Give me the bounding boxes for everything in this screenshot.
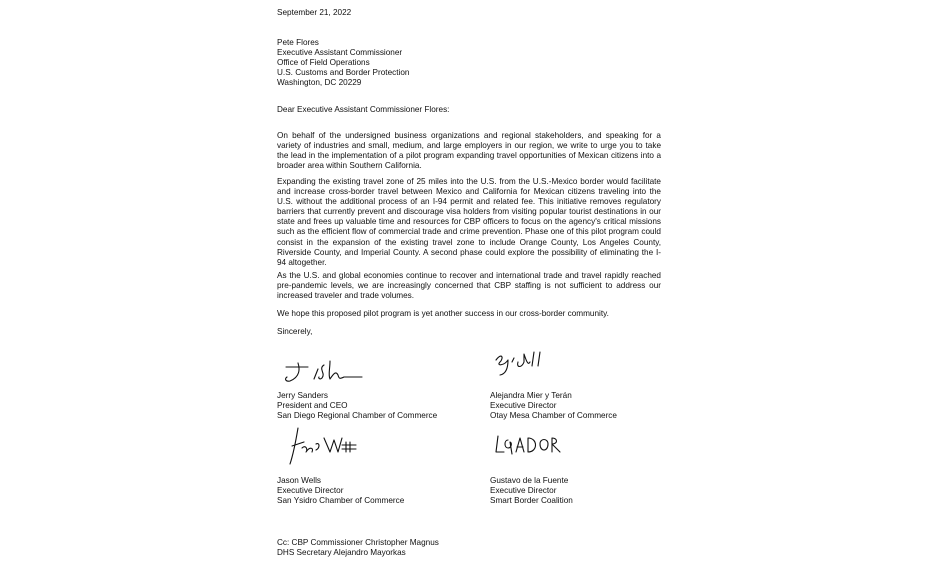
salutation: Dear Executive Assistant Commissioner Flores: bbox=[277, 105, 450, 114]
closing: Sincerely, bbox=[277, 327, 313, 336]
signature-image bbox=[490, 348, 560, 378]
signatory-block bbox=[277, 391, 437, 421]
signature-image bbox=[278, 357, 368, 387]
signature-image bbox=[284, 426, 364, 470]
signature-image bbox=[490, 430, 570, 460]
recipient-agency: U.S. Customs and Border Protection bbox=[277, 68, 410, 77]
recipient-name: Pete Flores bbox=[277, 38, 319, 47]
signatory-block bbox=[490, 391, 617, 421]
body-paragraph: We hope this proposed pilot program is yet another success in our cross-border community. bbox=[277, 309, 609, 318]
cc-line: Cc: CBP Commissioner Christopher Magnus bbox=[277, 538, 439, 547]
signatory-block bbox=[490, 476, 573, 506]
signatory-name: Alejandra Mier y Terán bbox=[490, 391, 572, 400]
signatory-title: Executive Director bbox=[277, 486, 344, 496]
body-paragraph: Expanding the existing travel zone of 25 miles into the U.S. from the U.S.-Mexico border would facilitate and increase cross-border travel between Mexico and California for Mexican citizens traveling into the U.S. without the additional process of an I-94 permit and related fee. This initiative removes regulatory barriers that currently prevent and discourage visa holders from visiting popular tourist destinations in our state and frees up valuable time and resources for CBP officers to focus on the agency's critical missions such as the efficient flow of commercial trade and crime prevention. Phase one of this pilot program could consist in the expansion of the existing travel zone to include Orange County, Los Angeles County, Riverside County, and Imperial County. A second phase could explore the possibility of eliminating the I-94 altogether. bbox=[277, 177, 661, 267]
signatory-title: Executive Director bbox=[490, 401, 557, 411]
letter-date: September 21, 2022 bbox=[277, 8, 352, 17]
recipient-address: Washington, DC 20229 bbox=[277, 78, 362, 87]
signatory-organization: San Diego Regional Chamber of Commerce bbox=[277, 411, 438, 421]
signatory-name: Gustavo de la Fuente bbox=[490, 476, 569, 485]
signatory-title: President and CEO bbox=[277, 401, 348, 411]
signatory-block bbox=[277, 476, 404, 506]
recipient-office: Office of Field Operations bbox=[277, 58, 370, 67]
signatory-name: Jason Wells bbox=[277, 476, 321, 485]
signatory-organization: Otay Mesa Chamber of Commerce bbox=[490, 411, 617, 421]
body-paragraph: As the U.S. and global economies continue to recover and international trade and travel rapidly reached pre-pandemic levels, we are increasingly concerned that CBP staffing is not sufficient to address our increased traveler and trade volumes. bbox=[277, 271, 661, 301]
cc-line: DHS Secretary Alejandro Mayorkas bbox=[277, 548, 406, 557]
signatory-organization: San Ysidro Chamber of Commerce bbox=[277, 496, 405, 506]
signatory-name: Jerry Sanders bbox=[277, 391, 328, 400]
recipient-title: Executive Assistant Commissioner bbox=[277, 48, 403, 57]
signatory-title: Executive Director bbox=[490, 486, 557, 496]
body-paragraph: On behalf of the undersigned business organizations and regional stakeholders, and speaking for a variety of industries and small, medium, and large employers in our region, we write to urge you to take the lead in the implementation of a pilot program expanding travel opportunities of Mexican citizens into a broader area within Southern California. bbox=[277, 131, 661, 171]
signatory-organization: Smart Border Coalition bbox=[490, 496, 573, 506]
